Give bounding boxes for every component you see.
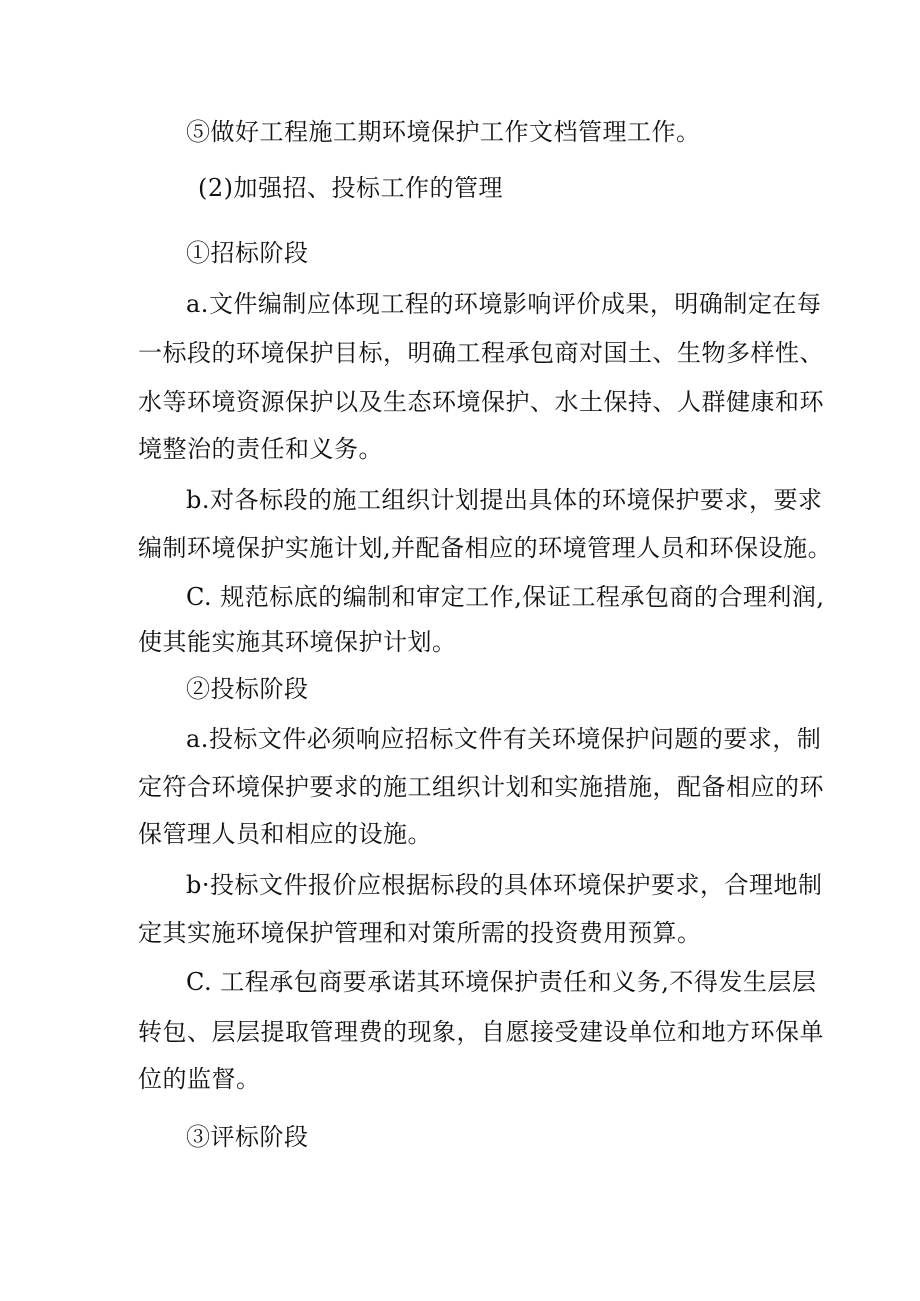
tender-c-line-1: C. 工程承包商要承诺其环境保护责任和义务,不得发生层层 — [186, 968, 817, 996]
tender-a-line-3: 保管理人员和相应的设施。 — [138, 820, 432, 848]
bidding-c-line-1: C. 规范标底的编制和审定工作,保证工程承包商的合理利润, — [186, 583, 825, 611]
tender-c-line-3: 位的监督。 — [138, 1065, 261, 1093]
item-5-text: ⑤做好工程施工期环境保护工作文档管理工作。 — [186, 118, 701, 146]
bidding-a-line-3: 水等环境资源保护以及生态环境保护、水土保持、人群健康和环 — [138, 388, 824, 416]
bidding-stage-heading: ①招标阶段 — [186, 239, 309, 267]
evaluation-stage-heading: ③评标阶段 — [186, 1123, 309, 1151]
tender-a-line-2: 定符合环境保护要求的施工组织计划和实施措施，配备相应的环 — [138, 773, 824, 801]
bidding-a-line-4: 境整治的责任和义务。 — [138, 435, 383, 463]
tender-a-line-1: a.投标文件必须响应招标文件有关环境保护问题的要求，制 — [186, 725, 822, 753]
tender-b-line-2: 定其实施环境保护管理和对策所需的投资费用预算。 — [138, 919, 702, 947]
tender-b-line-1: b·投标文件报价应根据标段的具体环境保护要求，合理地制 — [186, 871, 823, 899]
bidding-a-line-1: a.文件编制应体现工程的环境影响评价成果，明确制定在每 — [186, 290, 822, 318]
bidding-b-line-2: 编制环境保护实施计划,并配备相应的环境管理人员和环保设施。 — [138, 534, 833, 562]
section-2-heading: (2)加强招、投标工作的管理 — [198, 174, 503, 202]
tender-stage-heading: ②投标阶段 — [186, 675, 309, 703]
bidding-b-line-1: b.对各标段的施工组织计划提出具体的环境保护要求，要求 — [186, 486, 823, 514]
bidding-c-line-2: 使其能实施其环境保护计划。 — [138, 628, 457, 656]
bidding-a-line-2: 一标段的环境保护目标，明确工程承包商对国土、生物多样性、 — [138, 339, 824, 367]
tender-c-line-2: 转包、层层提取管理费的现象，自愿接受建设单位和地方环保单 — [138, 1018, 824, 1046]
